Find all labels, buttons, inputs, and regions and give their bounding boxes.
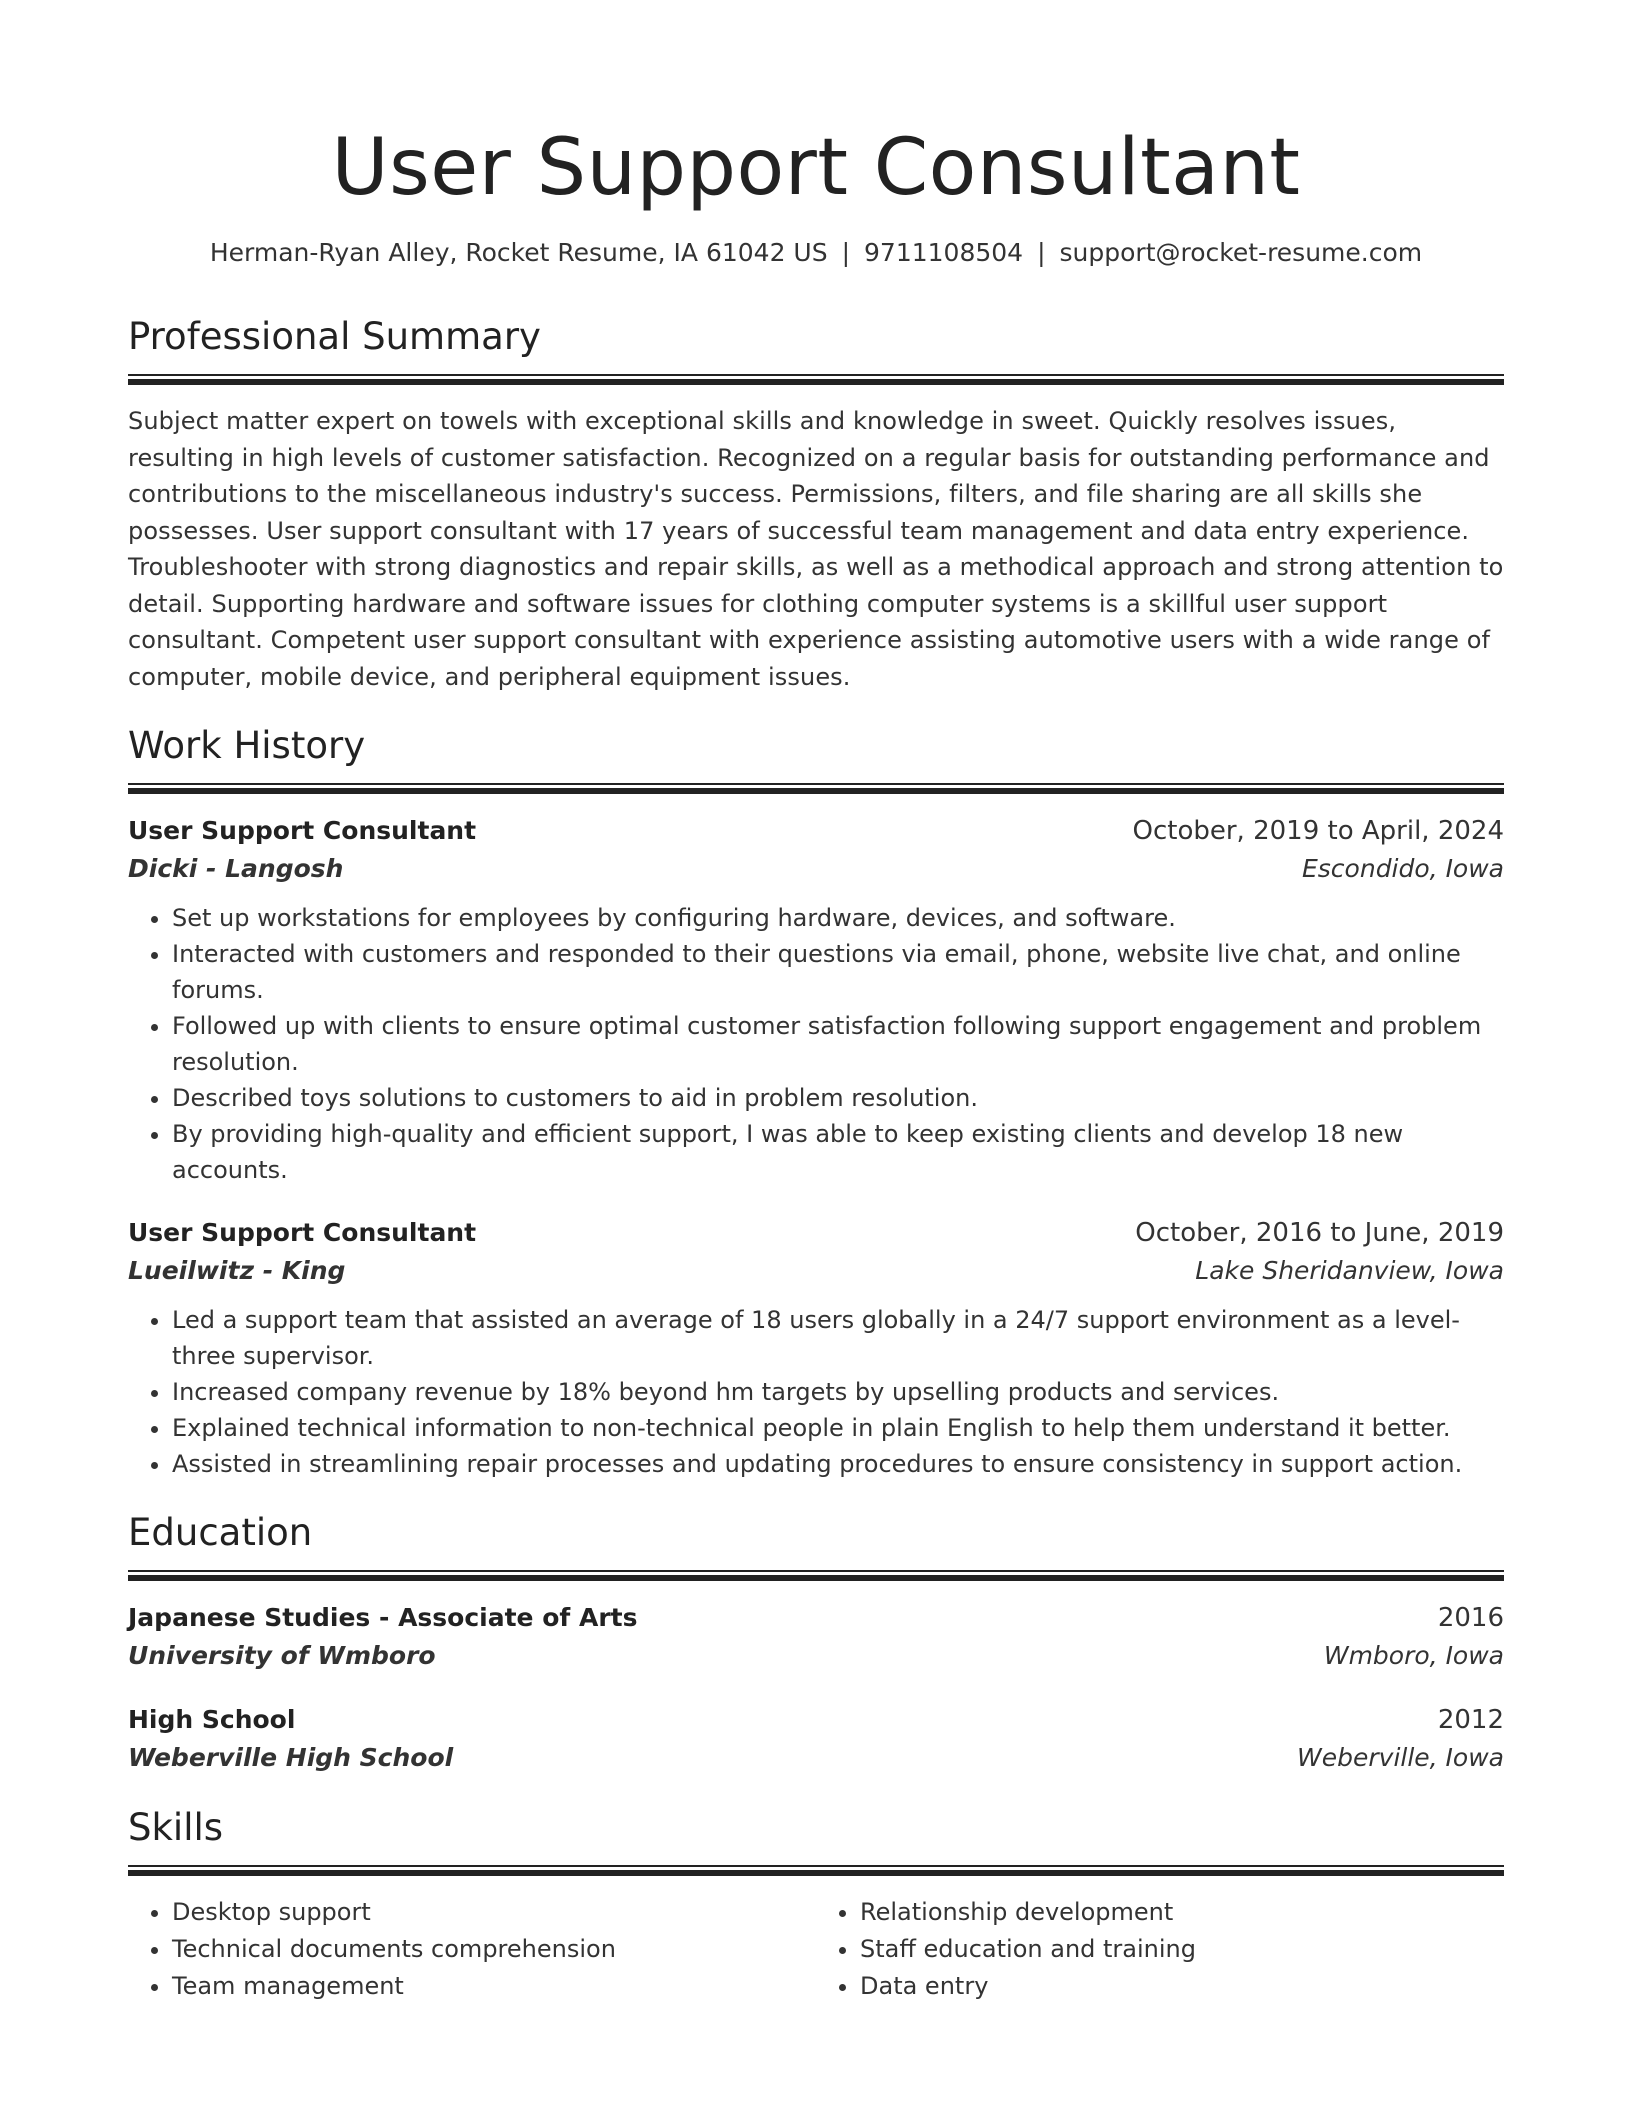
contact-email: support@rocket-resume.com <box>1059 238 1423 267</box>
job-entry <box>128 812 1504 1188</box>
skill-item: • Team management <box>172 1968 816 2005</box>
education-year: 2016 <box>1437 1603 1504 1633</box>
education-location: Weberville, Iowa <box>1297 1743 1504 1772</box>
education-entry <box>128 1599 1504 1675</box>
job-company: Lueilwitz - King <box>128 1256 346 1285</box>
job-bullet: • Increased company revenue by 18% beyond hm targets by upselling products and services. <box>172 1374 1504 1410</box>
education-heading: Education <box>128 1511 313 1554</box>
job-location: Lake Sheridanview, Iowa <box>1195 1256 1504 1285</box>
education-school: Weberville High School <box>128 1743 454 1772</box>
education-location: Wmboro, Iowa <box>1323 1641 1504 1670</box>
resume-name-title: User Support Consultant <box>331 123 1301 213</box>
education-school-row <box>128 1637 1504 1675</box>
section-divider <box>128 374 1504 385</box>
job-location: Escondido, Iowa <box>1301 854 1504 883</box>
job-bullet-list <box>128 900 1504 1188</box>
job-bullet-list <box>128 1302 1504 1482</box>
work-history-section <box>128 721 1504 1482</box>
education-degree-row <box>128 1599 1504 1637</box>
contact-phone: 9711108504 <box>864 238 1024 267</box>
job-company: Dicki - Langosh <box>128 854 344 883</box>
job-dates: October, 2016 to June, 2019 <box>1135 1218 1504 1248</box>
job-title: User Support Consultant <box>128 816 477 845</box>
skills-heading: Skills <box>128 1806 224 1849</box>
summary-section <box>128 312 1504 695</box>
summary-text: Subject matter expert on towels with exceptional skills and knowledge in sweet. Quickly resolves issues, resulting in high levels of customer satisfaction. Recognized on a regular basis for outstanding performance and contributions to the miscellaneous industry's success. Permissions, filters, and file sharing are all skills she possesses. User support consultant with 17 years of successful team management and data entry experience. Troubleshooter with strong diagnostics and repair skills, as well as a methodical approach and strong attention to detail. Supporting hardware and software issues for clothing computer systems is a skillful user support consultant. Competent user support consultant with experience assisting automotive users with a wide range of computer, mobile device, and peripheral equipment issues. <box>128 407 1504 691</box>
skill-item: • Technical documents comprehension <box>172 1931 816 1968</box>
job-bullet: • Described toys solutions to customers to aid in problem resolution. <box>172 1080 1504 1116</box>
job-title: User Support Consultant <box>128 1218 477 1247</box>
job-company-row <box>128 850 1504 888</box>
job-bullet: • Interacted with customers and responded to their questions via email, phone, website live chat, and online forums. <box>172 936 1504 1008</box>
contact-line <box>128 236 1504 270</box>
skills-list-right <box>816 1894 1504 2005</box>
job-bullet: • By providing high-quality and efficient support, I was able to keep existing clients and develop 18 new accounts. <box>172 1116 1504 1188</box>
contact-address: Herman-Ryan Alley, Rocket Resume, IA 61042 US <box>209 238 828 267</box>
skill-item: • Data entry <box>860 1968 1504 2005</box>
education-entry <box>128 1701 1504 1777</box>
education-school: University of Wmboro <box>128 1641 436 1670</box>
job-dates: October, 2019 to April, 2024 <box>1132 816 1504 846</box>
job-bullet: • Set up workstations for employees by configuring hardware, devices, and software. <box>172 900 1504 936</box>
education-degree: Japanese Studies - Associate of Arts <box>128 1603 638 1632</box>
job-bullet: • Led a support team that assisted an average of 18 users globally in a 24/7 support environment as a level-three supervisor. <box>172 1302 1504 1374</box>
skills-list-left <box>128 1894 816 2005</box>
contact-separator: | <box>1037 238 1046 267</box>
education-year: 2012 <box>1437 1705 1504 1735</box>
work-history-heading: Work History <box>128 724 366 767</box>
job-bullet: • Assisted in streamlining repair processes and updating procedures to ensure consistency in support action. <box>172 1446 1504 1482</box>
education-school-row <box>128 1739 1504 1777</box>
skills-section <box>128 1803 1504 2005</box>
job-title-row <box>128 1214 1504 1252</box>
skills-grid <box>128 1894 1504 2005</box>
section-divider <box>128 1865 1504 1876</box>
job-entry <box>128 1214 1504 1482</box>
skill-item: • Relationship development <box>860 1894 1504 1931</box>
job-title-row <box>128 812 1504 850</box>
education-degree-row <box>128 1701 1504 1739</box>
job-bullet: • Explained technical information to non-technical people in plain English to help them understand it better. <box>172 1410 1504 1446</box>
summary-heading: Professional Summary <box>128 315 541 358</box>
section-divider <box>128 1570 1504 1581</box>
education-degree: High School <box>128 1705 296 1734</box>
job-company-row <box>128 1252 1504 1290</box>
education-section <box>128 1508 1504 1777</box>
section-divider <box>128 783 1504 794</box>
job-bullet: • Followed up with clients to ensure optimal customer satisfaction following support engagement and problem resolution. <box>172 1008 1504 1080</box>
skill-item: • Staff education and training <box>860 1931 1504 1968</box>
contact-separator: | <box>841 238 851 267</box>
skill-item: • Desktop support <box>172 1894 816 1931</box>
